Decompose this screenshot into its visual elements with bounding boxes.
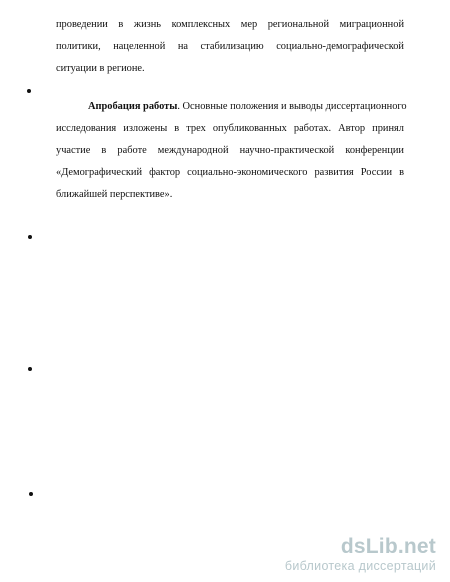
- text-line-rest: . Основные положения и выводы диссертационного: [177, 101, 407, 112]
- text-line: ближайшей перспективе».: [56, 189, 173, 200]
- margin-dot-mark: [28, 367, 32, 371]
- paragraph-migration-policy: [56, 14, 404, 80]
- watermark-tagline: библиотека диссертаций: [284, 559, 436, 573]
- text-line: проведении в жизнь комплексных мер региональной миграционной: [56, 19, 404, 30]
- text-line: исследования изложены в трех опубликованных работах. Автор принял: [56, 123, 404, 134]
- section-heading-approbation: Апробация работы: [88, 101, 178, 112]
- margin-dot-mark: [27, 89, 31, 93]
- text-line: ситуации в регионе.: [56, 63, 145, 74]
- text-line: участие в работе международной научно-практической конференции: [56, 145, 404, 156]
- site-watermark: [285, 535, 436, 574]
- text-line: [56, 96, 407, 118]
- text-line: политики, нацеленной на стабилизацию социально-демографической: [56, 41, 404, 52]
- margin-dot-mark: [29, 492, 33, 496]
- paragraph-approbation: [56, 96, 407, 206]
- margin-dot-mark: [28, 235, 32, 239]
- text-line: «Демографический фактор социально-экономического развития России в: [56, 167, 404, 178]
- watermark-brand: dsLib.net: [340, 535, 436, 558]
